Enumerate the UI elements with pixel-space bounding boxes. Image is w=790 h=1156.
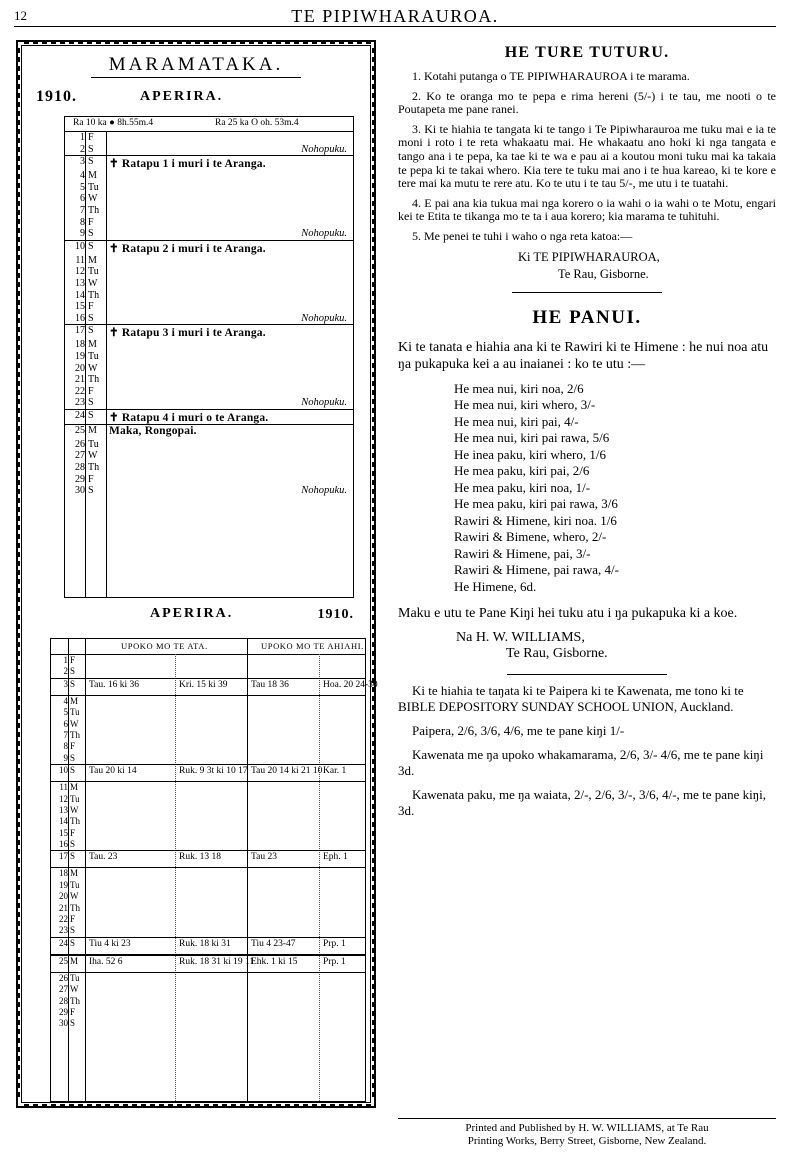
panui-heading: HE PANUI.: [532, 306, 642, 328]
lectionary-day-number: 16: [59, 839, 68, 850]
calendar-day-number: 6: [80, 193, 85, 205]
calendar-fast-note: Nohopuku.: [301, 312, 347, 324]
rule-item-3: 3. Ki te hiahia te tangata ki te tango i Te Pipiwharauroa me tuku mai e ia te moni i roto i te reta whakaatu mai. He whakaatu ano hoki ki nga tangata e tango ana i te pepa, ka tae ki te wa e pau ai a koutou moni tuku mai ka takaia te pepa ki te takai whero. Kia tere te tuku mai ano i te hua kareao, ki te kore e tere mai ka mutu te rere atu. Ko te utu i te tau 5/-, me utu i te tuatahi.: [398, 121, 776, 191]
lectionary-day-letter: S: [70, 851, 76, 862]
lectionary-day-letter: W: [70, 984, 79, 995]
lectionary-day-number: 5: [63, 707, 68, 718]
calendar-day-number: 23: [75, 397, 85, 409]
calendar-day-number: 3: [80, 156, 85, 168]
lectionary-year: 1910.: [317, 607, 354, 622]
lectionary-day-number: 6: [63, 718, 68, 729]
calendar-day-number: 2: [80, 143, 85, 155]
price-list: [454, 381, 776, 596]
price-item: Rawiri & Himene, pai, 3/-: [454, 545, 591, 561]
lectionary-row: [51, 794, 365, 805]
panui-closing: Maku e utu te Pane Kiŋi hei tuku atu i ŋa pukapuka ki a koe.: [398, 606, 738, 622]
calendar-day-number: 18: [75, 339, 85, 351]
moon-phase-row: [65, 117, 353, 132]
lectionary-row: [51, 891, 365, 902]
calendar-day-number: 30: [75, 485, 85, 497]
calendar-day-row: [65, 450, 353, 462]
calendar-day-number: 20: [75, 362, 85, 374]
calendar-day-letter: F: [88, 216, 94, 228]
calendar-feast-label: ✝ Ratapu 4 i muri o te Aranga.: [109, 411, 269, 424]
price-item: Rawiri & Himene, pai rawa, 4/-: [454, 562, 619, 578]
lectionary-day-letter: Th: [70, 902, 80, 913]
calendar-day-row: [65, 170, 353, 182]
calendar-day-letter: W: [88, 277, 98, 289]
calendar-feast-label: ✝ Ratapu 2 i muri i te Aranga.: [109, 242, 266, 255]
header-rule: [14, 26, 776, 27]
lectionary-col-morning: UPOKO MO TE ATA.: [121, 641, 208, 651]
lectionary-row: [51, 880, 365, 891]
lectionary-morning-2: Kri. 15 ki 39: [179, 679, 228, 690]
lectionary-row: [51, 816, 365, 827]
price-item: He mea nui, kiri whero, 3/-: [454, 397, 596, 413]
lectionary-row: [51, 955, 365, 973]
lectionary-day-number: 17: [59, 851, 68, 862]
calendar-day-letter: Tu: [88, 438, 99, 450]
lectionary-day-number: 2: [63, 666, 68, 677]
lectionary-day-letter: S: [70, 839, 76, 850]
calendar-day-letter: F: [88, 385, 94, 397]
calendar-day-row: [65, 301, 353, 313]
calendar-day-row: [65, 193, 353, 205]
rule-item-1: 1. Kotahi putanga o TE PIPIWHARAUROA i te marama.: [412, 69, 690, 83]
lectionary-day-letter: Tu: [70, 879, 80, 890]
lectionary-day-letter: Th: [70, 816, 80, 827]
bible-price-1: Paipera, 2/6, 3/6, 4/6, me te pane kiŋi 1/-: [412, 723, 625, 739]
lectionary-day-number: 28: [59, 995, 68, 1006]
calendar-day-row: [65, 462, 353, 474]
calendar-day-row: [65, 290, 353, 302]
lectionary-day-letter: Th: [70, 729, 80, 740]
calendar-day-row: [65, 339, 353, 351]
lectionary-day-letter: M: [70, 955, 79, 966]
lectionary-day-number: 9: [63, 752, 68, 763]
lectionary-row: [51, 839, 365, 850]
lectionary-day-number: 13: [59, 804, 68, 815]
lectionary-evening-1: Tiu 4 23-47: [251, 938, 296, 949]
lectionary-day-number: 3: [63, 678, 68, 689]
calendar-feast-label: ✝ Ratapu 3 i muri i te Aranga.: [109, 327, 266, 340]
lectionary-day-letter: S: [70, 765, 76, 776]
calendar-day-number: 21: [75, 374, 85, 386]
calendar-day-number: 29: [75, 473, 85, 485]
lectionary-row: [51, 666, 365, 677]
calendar-day-letter: F: [88, 473, 94, 485]
lectionary-table: [50, 638, 378, 1102]
calendar-day-letter: Th: [88, 289, 100, 301]
calendar-day-number: 24: [75, 409, 85, 421]
lectionary-day-number: 19: [59, 879, 68, 890]
calendar-feast-row: [65, 155, 353, 170]
calendar-feast-label: Maka, Rongopai.: [109, 424, 197, 437]
bible-price-2: Kawenata me ŋa upoko whakamarama, 2/6, 3/- 4/6, me te pane kiŋi 3d.: [398, 747, 764, 779]
calendar-day-row: [65, 255, 353, 267]
calendar-day-letter: S: [88, 409, 94, 421]
lectionary-day-letter: F: [70, 741, 76, 752]
lectionary-row: [51, 764, 365, 782]
calendar-feast-row: [65, 324, 353, 339]
lectionary-day-letter: S: [70, 678, 76, 689]
calendar-day-row: [65, 363, 353, 375]
calendar-day-letter: Tu: [88, 181, 99, 193]
calendar-year: 1910.: [36, 88, 77, 105]
lectionary-rows: [51, 655, 378, 1101]
calendar-day-number: 10: [75, 240, 85, 252]
calendar-feast-row: [65, 424, 353, 439]
price-item: Rawiri & Bimene, whero, 2/-: [454, 529, 607, 545]
lectionary-day-number: 4: [63, 695, 68, 706]
lectionary-evening-2: Hoa. 20 24-30: [323, 679, 378, 690]
lectionary-row: [51, 868, 365, 879]
calendar-day-number: 15: [75, 301, 85, 313]
calendar-day-letter: Th: [88, 462, 100, 474]
address-line-2: Te Rau, Gisborne.: [558, 266, 649, 281]
lectionary-row: [51, 1007, 365, 1018]
section-divider: [512, 292, 662, 293]
calendar-day-letter: M: [88, 254, 97, 266]
lectionary-row: [51, 925, 365, 936]
publication-title: TE PIPIWHARAUROA.: [291, 6, 499, 26]
lectionary-day-number: 20: [59, 891, 68, 902]
lectionary-row: [51, 850, 365, 868]
lectionary-row: [51, 655, 365, 666]
lectionary-morning-1: Tiu 4 ki 23: [89, 938, 131, 949]
calendar-day-number: 7: [80, 204, 85, 216]
lectionary-row: [51, 1018, 365, 1029]
lectionary-row: [51, 996, 365, 1007]
lectionary-day-letter: Th: [70, 995, 80, 1006]
calendar-day-letter: S: [88, 485, 94, 497]
lectionary-morning-2: Ruk. 9 3t ki 10 17: [179, 766, 248, 777]
imprint-line-2: Printing Works, Berry Street, Gisborne, New Zealand.: [467, 1134, 707, 1147]
maramataka-underline: [91, 77, 301, 78]
calendar-day-letter: W: [88, 193, 98, 205]
lectionary-day-letter: W: [70, 718, 79, 729]
calendar-feast-label: ✝ Ratapu 1 i muri i te Aranga.: [109, 158, 266, 171]
lectionary-day-letter: F: [70, 655, 76, 665]
calendar-day-letter: S: [88, 240, 94, 252]
calendar-day-number: 28: [75, 462, 85, 474]
calendar-day-row: [65, 182, 353, 194]
calendar-day-number: 27: [75, 450, 85, 462]
lectionary-day-number: 11: [59, 782, 68, 793]
imprint-rule: [398, 1118, 776, 1119]
lectionary-day-letter: M: [70, 782, 79, 793]
lectionary-row: [51, 730, 365, 741]
lectionary-day-number: 24: [59, 937, 68, 948]
lectionary-day-number: 21: [59, 902, 68, 913]
bible-depository-note: Ki te hiahia te taŋata ki te Paipera ki te Kawenata, me tono ki te BIBLE DEPOSITORY SUNDAY SCHOOL UNION, Auckland.: [398, 683, 744, 715]
calendar-day-row: [65, 485, 353, 497]
calendar-day-row: [65, 351, 353, 363]
lectionary-evening-2: Eph. 1: [323, 852, 348, 863]
calendar-day-letter: S: [88, 397, 94, 409]
calendar-day-number: 25: [75, 424, 85, 436]
calendar-day-row: [65, 217, 353, 229]
lectionary-day-number: 18: [59, 868, 68, 879]
calendar-day-letter: Th: [88, 374, 100, 386]
lectionary-header-row: [51, 639, 365, 655]
lectionary-day-number: 27: [59, 984, 68, 995]
lectionary-evening-1: Ehk. 1 ki 15: [251, 956, 298, 967]
calendar-day-letter: M: [88, 339, 97, 351]
maramataka-title: MARAMATAKA.: [108, 54, 284, 75]
price-item: He inea paku, kiri whero, 1/6: [454, 446, 606, 462]
imprint-line-1: Printed and Published by H. W. WILLIAMS, at Te Rau: [465, 1122, 709, 1134]
lectionary-row: [51, 696, 365, 707]
lectionary-col-evening: UPOKO MO TE AHIAHI.: [261, 641, 364, 651]
rule-item-5: 5. Me penei te tuhi i waho o nga reta katoa:—: [412, 228, 633, 243]
calendar-day-row: [65, 374, 353, 386]
panui-lead: Ki te tanata e hiahia ana ki te Rawiri ki te Himene : he nui noa atu ŋa pukapuka kei a au inaianei : ko te utu :—: [398, 339, 769, 372]
calendar-day-letter: Th: [88, 204, 100, 216]
lectionary-day-letter: F: [70, 827, 76, 838]
calendar-day-letter: S: [88, 228, 94, 240]
lectionary-month: APERIRA.: [150, 606, 234, 621]
lectionary-morning-1: Tau. 23: [89, 852, 118, 863]
calendar-day-number: 13: [75, 277, 85, 289]
lectionary-row: [51, 707, 365, 718]
moon-new: Ra 10 ka ● 8h.55m.4: [73, 118, 154, 128]
calendar-day-row: [65, 439, 353, 451]
page-number: 12: [14, 8, 27, 23]
address-line-1: Ki TE PIPIWHARAUROA,: [518, 249, 660, 264]
calendar-day-number: 5: [80, 181, 85, 193]
calendar-feast-row: [65, 240, 353, 255]
calendar-feast-row: [65, 409, 353, 424]
lectionary-day-number: 12: [59, 793, 68, 804]
lectionary-morning-2: Ruk. 18 31 ki 19 11: [179, 956, 255, 967]
calendar-column: [16, 40, 376, 1108]
lectionary-morning-2: Ruk. 18 ki 31: [179, 938, 231, 949]
calendar-day-number: 17: [75, 325, 85, 337]
lectionary-morning-1: Tau 20 ki 14: [89, 766, 137, 777]
calendar-day-row: [65, 474, 353, 486]
lectionary-day-letter: F: [70, 914, 76, 925]
calendar-day-number: 11: [75, 254, 85, 266]
calendar-day-row: [65, 313, 353, 325]
calendar-day-letter: M: [88, 170, 97, 182]
bible-price-3: Kawenata paku, me ŋa waiata, 2/-, 2/6, 3/-, 3/6, 4/-, me te pane kiŋi, 3d.: [398, 787, 766, 819]
lectionary-day-letter: Tu: [70, 972, 80, 983]
lectionary-day-number: 7: [63, 729, 68, 740]
calendar-day-number: 16: [75, 312, 85, 324]
lectionary-day-number: 8: [63, 741, 68, 752]
lectionary-day-number: 23: [59, 925, 68, 936]
price-item: Rawiri & Himene, kiri noa. 1/6: [454, 512, 617, 528]
lectionary-row: [51, 914, 365, 925]
lectionary-day-letter: S: [70, 925, 76, 936]
lectionary-day-letter: W: [70, 804, 79, 815]
lectionary-row: [51, 937, 365, 955]
calendar-day-number: 14: [75, 289, 85, 301]
lectionary-row: [51, 678, 378, 696]
lectionary-evening-2: Kar. 1: [323, 766, 347, 777]
lectionary-evening-1: Tau 20 14 ki 21 10: [251, 766, 323, 777]
calendar-day-letter: S: [88, 325, 94, 337]
lectionary-morning-2: Ruk. 13 18: [179, 852, 221, 863]
lectionary-row: [51, 828, 365, 839]
text-column: [398, 40, 776, 827]
rule-item-4: 4. E pai ana kia tukua mai nga korero o ia wahi o ia wahi o te Motu, engari kei te Etita te tikanga mo te ta i aua korero; kia marama te tuhituhi.: [398, 195, 776, 224]
calendar-day-row: [65, 144, 353, 156]
calendar-day-letter: S: [88, 143, 94, 155]
lectionary-evening-2: Prp. 1: [323, 938, 346, 949]
calendar-fast-note: Nohopuku.: [301, 228, 347, 240]
calendar-day-row: [65, 266, 353, 278]
calendar-day-number: 8: [80, 216, 85, 228]
calendar-day-letter: W: [88, 362, 98, 374]
lectionary-day-number: 15: [59, 827, 68, 838]
calendar-day-number: 26: [75, 438, 85, 450]
lectionary-day-number: 1: [63, 655, 68, 665]
calendar-day-number: 22: [75, 385, 85, 397]
calendar-rows: [65, 132, 353, 597]
calendar-day-row: [65, 228, 353, 240]
rules-heading: HE TURE TUTURU.: [504, 44, 670, 61]
calendar-day-row: [65, 386, 353, 398]
calendar-day-letter: F: [88, 301, 94, 313]
price-item: He mea paku, kiri noa, 1/-: [454, 479, 591, 495]
lectionary-day-number: 25: [59, 955, 68, 966]
lectionary-row: [51, 753, 365, 764]
lectionary-row: [51, 903, 365, 914]
calendar-day-row: [65, 132, 353, 144]
calendar-day-number: 12: [75, 266, 85, 278]
calendar-day-letter: M: [88, 424, 97, 436]
calendar-month: APERIRA.: [140, 89, 224, 104]
lectionary-day-letter: Tu: [70, 793, 80, 804]
calendar-day-row: [65, 205, 353, 217]
imprint: [398, 1118, 776, 1147]
lectionary-row: [51, 741, 365, 752]
price-item: He Himene, 6d.: [454, 578, 537, 594]
price-item: He mea nui, kiri pai rawa, 5/6: [454, 430, 610, 446]
calendar-day-number: 4: [80, 170, 85, 182]
lectionary-day-letter: S: [70, 666, 76, 677]
lectionary-day-letter: W: [70, 891, 79, 902]
calendar-day-letter: Tu: [88, 266, 99, 278]
calendar-day-row: [65, 397, 353, 409]
calendar-fast-note: Nohopuku.: [301, 485, 347, 497]
calendar-day-number: 9: [80, 228, 85, 240]
lectionary-day-letter: M: [70, 695, 79, 706]
lectionary-row: [51, 984, 365, 995]
lectionary-row: [51, 805, 365, 816]
lectionary-day-number: 10: [59, 765, 68, 776]
calendar-day-number: 19: [75, 350, 85, 362]
lectionary-evening-2: Prp. 1: [323, 956, 346, 967]
lectionary-row: [51, 973, 365, 984]
price-item: He mea nui, kiri noa, 2/6: [454, 380, 584, 396]
calendar-day-number: 1: [80, 132, 85, 143]
calendar-day-letter: S: [88, 156, 94, 168]
calendar-fast-note: Nohopuku.: [301, 397, 347, 409]
price-item: He mea nui, kiri pai, 4/-: [454, 413, 579, 429]
section-divider-2: [507, 674, 667, 675]
lectionary-evening-1: Tau 18 36: [251, 679, 289, 690]
lectionary-row: [51, 719, 365, 730]
lectionary-day-number: 14: [59, 816, 68, 827]
lectionary-day-letter: S: [70, 937, 76, 948]
lectionary-day-letter: S: [70, 752, 76, 763]
calendar-day-letter: Tu: [88, 350, 99, 362]
calendar-day-letter: S: [88, 312, 94, 324]
signature-place: Te Rau, Gisborne.: [506, 646, 608, 662]
price-item: He mea paku, kiri pai, 2/6: [454, 463, 590, 479]
price-item: He mea paku, kiri pai rawa, 3/6: [454, 496, 618, 512]
calendar-fast-note: Nohopuku.: [301, 143, 347, 155]
lectionary-day-number: 30: [59, 1018, 68, 1029]
lectionary-morning-1: Tau. 16 ki 36: [89, 679, 139, 690]
maramataka-heading: [30, 54, 362, 78]
signature-name: Na H. W. WILLIAMS,: [456, 630, 585, 646]
calendar-table: [64, 116, 354, 598]
moon-full: Ra 25 ka O oh. 53m.4: [215, 118, 299, 128]
lectionary-day-number: 22: [59, 914, 68, 925]
calendar-day-letter: W: [88, 450, 98, 462]
lectionary-day-letter: F: [70, 1006, 76, 1017]
rule-item-2: 2. Ko te oranga mo te pepa e rima hereni (5/-) i te tau, me nooti o te Poutapeta me pane ranei.: [398, 88, 776, 117]
lectionary-evening-1: Tau 23: [251, 852, 277, 863]
lectionary-day-letter: Tu: [70, 707, 80, 718]
lectionary-day-letter: M: [70, 868, 79, 879]
lectionary-row: [51, 782, 365, 793]
calendar-day-row: [65, 278, 353, 290]
lectionary-day-letter: S: [70, 1018, 76, 1029]
lectionary-day-number: 26: [59, 972, 68, 983]
lectionary-morning-1: Iha. 52 6: [89, 956, 123, 967]
lectionary-day-number: 29: [59, 1006, 68, 1017]
calendar-day-letter: F: [88, 132, 94, 143]
